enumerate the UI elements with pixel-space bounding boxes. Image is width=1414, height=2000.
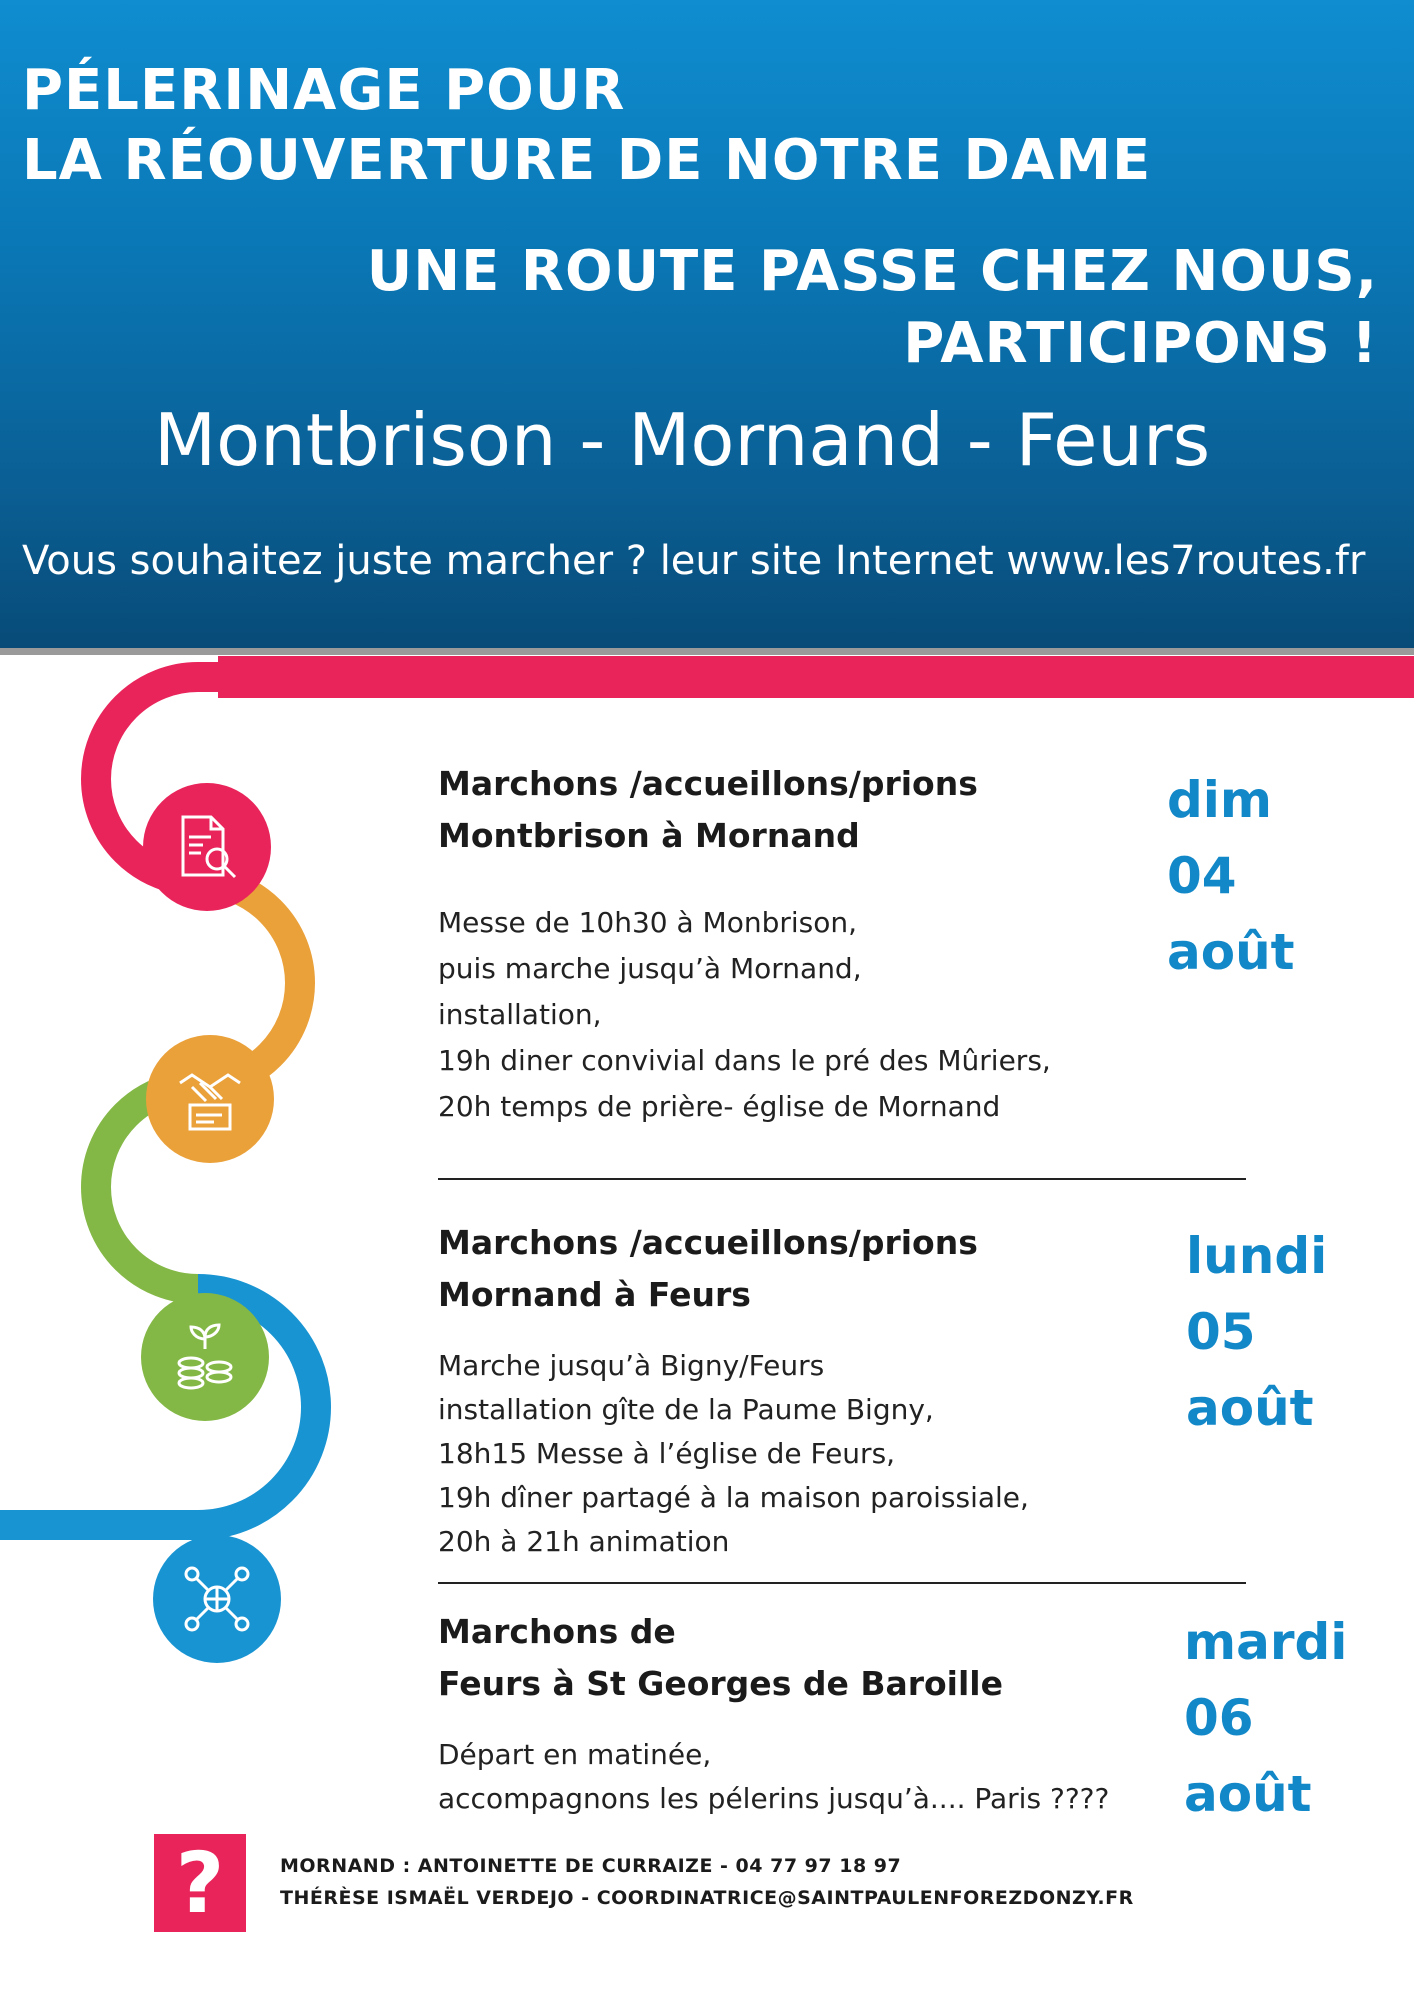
subtitle-line: PARTICIPONS ! bbox=[903, 311, 1378, 376]
event-detail-line: Départ en matinée, bbox=[438, 1738, 712, 1771]
event-detail-line: puis marche jusqu’à Mornand, bbox=[438, 952, 862, 985]
event-1-title bbox=[438, 758, 978, 862]
date-number: 05 bbox=[1186, 1303, 1256, 1361]
towns-route: Montbrison - Mornand - Feurs bbox=[154, 398, 1211, 482]
date-number: 04 bbox=[1167, 847, 1237, 905]
event-detail-line: 18h15 Messe à l’église de Feurs, bbox=[438, 1437, 896, 1470]
event-3-title bbox=[438, 1606, 1003, 1710]
event-detail-line: installation gîte de la Paume Bigny, bbox=[438, 1393, 934, 1426]
event-title-line: Feurs à St Georges de Baroille bbox=[438, 1664, 1003, 1703]
event-3-details bbox=[438, 1733, 1109, 1821]
network-people-icon bbox=[153, 1535, 281, 1663]
event-title-line: Marchons /accueillons/prions bbox=[438, 764, 978, 803]
event-detail-line: 19h dîner partagé à la maison paroissiale, bbox=[438, 1481, 1029, 1514]
event-detail-line: Marche jusqu’à Bigny/Feurs bbox=[438, 1349, 825, 1382]
contact-line-phone: MORNAND : ANTOINETTE DE CURRAIZE - 04 77 97 18 97 bbox=[280, 1855, 902, 1877]
event-title-line: Marchons de bbox=[438, 1612, 676, 1651]
date-number: 06 bbox=[1184, 1689, 1254, 1747]
event-detail-line: accompagnons les pélerins jusqu’à.... Paris ???? bbox=[438, 1782, 1110, 1815]
title-line: PÉLERINAGE POUR bbox=[22, 58, 626, 123]
date-day: mardi bbox=[1184, 1613, 1348, 1671]
date-month: août bbox=[1186, 1379, 1314, 1437]
event-3-date bbox=[1184, 1604, 1347, 1832]
date-day: lundi bbox=[1186, 1227, 1328, 1285]
divider-line bbox=[438, 1178, 1246, 1180]
event-title-line: Montbrison à Mornand bbox=[438, 816, 860, 855]
handshake-contract-icon bbox=[146, 1035, 274, 1163]
event-1-date bbox=[1167, 762, 1295, 990]
divider-line bbox=[438, 1582, 1246, 1584]
date-month: août bbox=[1184, 1765, 1312, 1823]
coins-plant-icon bbox=[141, 1293, 269, 1421]
subtitle-line: UNE ROUTE PASSE CHEZ NOUS, bbox=[366, 239, 1378, 304]
event-2-date bbox=[1186, 1218, 1327, 1446]
event-title-line: Marchons /accueillons/prions bbox=[438, 1223, 978, 1262]
event-title-line: Mornand à Feurs bbox=[438, 1275, 751, 1314]
website-line: Vous souhaitez juste marcher ? leur site Internet www.les7routes.fr bbox=[22, 538, 1366, 584]
question-mark-icon: ? bbox=[154, 1834, 246, 1932]
event-detail-line: Messe de 10h30 à Monbrison, bbox=[438, 906, 858, 939]
event-1-details bbox=[438, 900, 1051, 1130]
date-day: dim bbox=[1167, 771, 1273, 829]
contact-line-email: THÉRÈSE ISMAËL VERDEJO - COORDINATRICE@SAINTPAULENFOREZDONZY.FR bbox=[280, 1887, 1134, 1909]
contact-info bbox=[280, 1850, 1134, 1914]
document-search-icon bbox=[143, 783, 271, 911]
event-2-details bbox=[438, 1344, 1029, 1564]
event-detail-line: 19h diner convivial dans le pré des Mûriers, bbox=[438, 1044, 1051, 1077]
date-month: août bbox=[1167, 923, 1295, 981]
event-detail-line: 20h à 21h animation bbox=[438, 1525, 730, 1558]
event-2-title bbox=[438, 1217, 978, 1321]
event-detail-line: installation, bbox=[438, 998, 602, 1031]
title-line: LA RÉOUVERTURE DE NOTRE DAME bbox=[22, 128, 1152, 193]
event-detail-line: 20h temps de prière- église de Mornand bbox=[438, 1090, 1001, 1123]
